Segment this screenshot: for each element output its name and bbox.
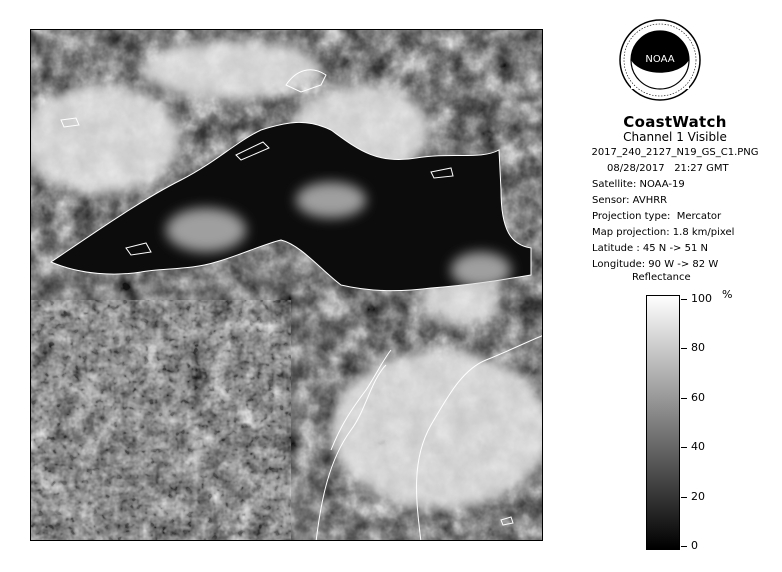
channel-label: Channel 1 Visible [623, 130, 727, 144]
legend-tick-label: 100 [691, 292, 712, 305]
satellite-image-svg [31, 30, 543, 541]
legend-tick-label: 60 [691, 390, 705, 404]
legend-title: Reflectance [632, 272, 691, 283]
legend-tick-label: 0 [691, 539, 698, 552]
satellite-info: Satellite: NOAA-19 [592, 179, 685, 190]
projection-type: Projection type: Mercator [592, 211, 722, 222]
map-projection: Map projection: 1.8 km/pixel [592, 227, 735, 238]
noaa-logo-icon [619, 19, 701, 101]
latitude-range: Latitude : 45 N -> 51 N [592, 243, 708, 254]
satellite-image [30, 29, 543, 541]
legend-unit: % [722, 288, 733, 301]
legend-tick-mark [681, 398, 687, 399]
legend-tick-label: 20 [691, 489, 705, 503]
product-title: CoastWatch [623, 113, 727, 131]
logo-text: NOAA [645, 54, 675, 65]
legend-tick-mark [681, 546, 687, 547]
legend-tick-mark [681, 348, 687, 349]
legend-tick-mark [681, 447, 687, 448]
legend-tick-label: 40 [691, 440, 705, 454]
longitude-range: Longitude: 90 W -> 82 W [592, 259, 719, 270]
cumulus-field [31, 300, 291, 541]
legend-tick-mark [681, 497, 687, 498]
reflectance-colorbar [646, 295, 680, 550]
legend-tick-label: 80 [691, 341, 705, 355]
legend-tick-mark [681, 299, 687, 300]
time-value: 21:27 GMT [674, 163, 729, 174]
date-value: 08/28/2017 [607, 163, 665, 174]
acquisition-date [607, 163, 729, 174]
sensor-info: Sensor: AVHRR [592, 195, 668, 206]
file-name: 2017_240_2127_N19_GS_C1.PNG [591, 147, 759, 158]
